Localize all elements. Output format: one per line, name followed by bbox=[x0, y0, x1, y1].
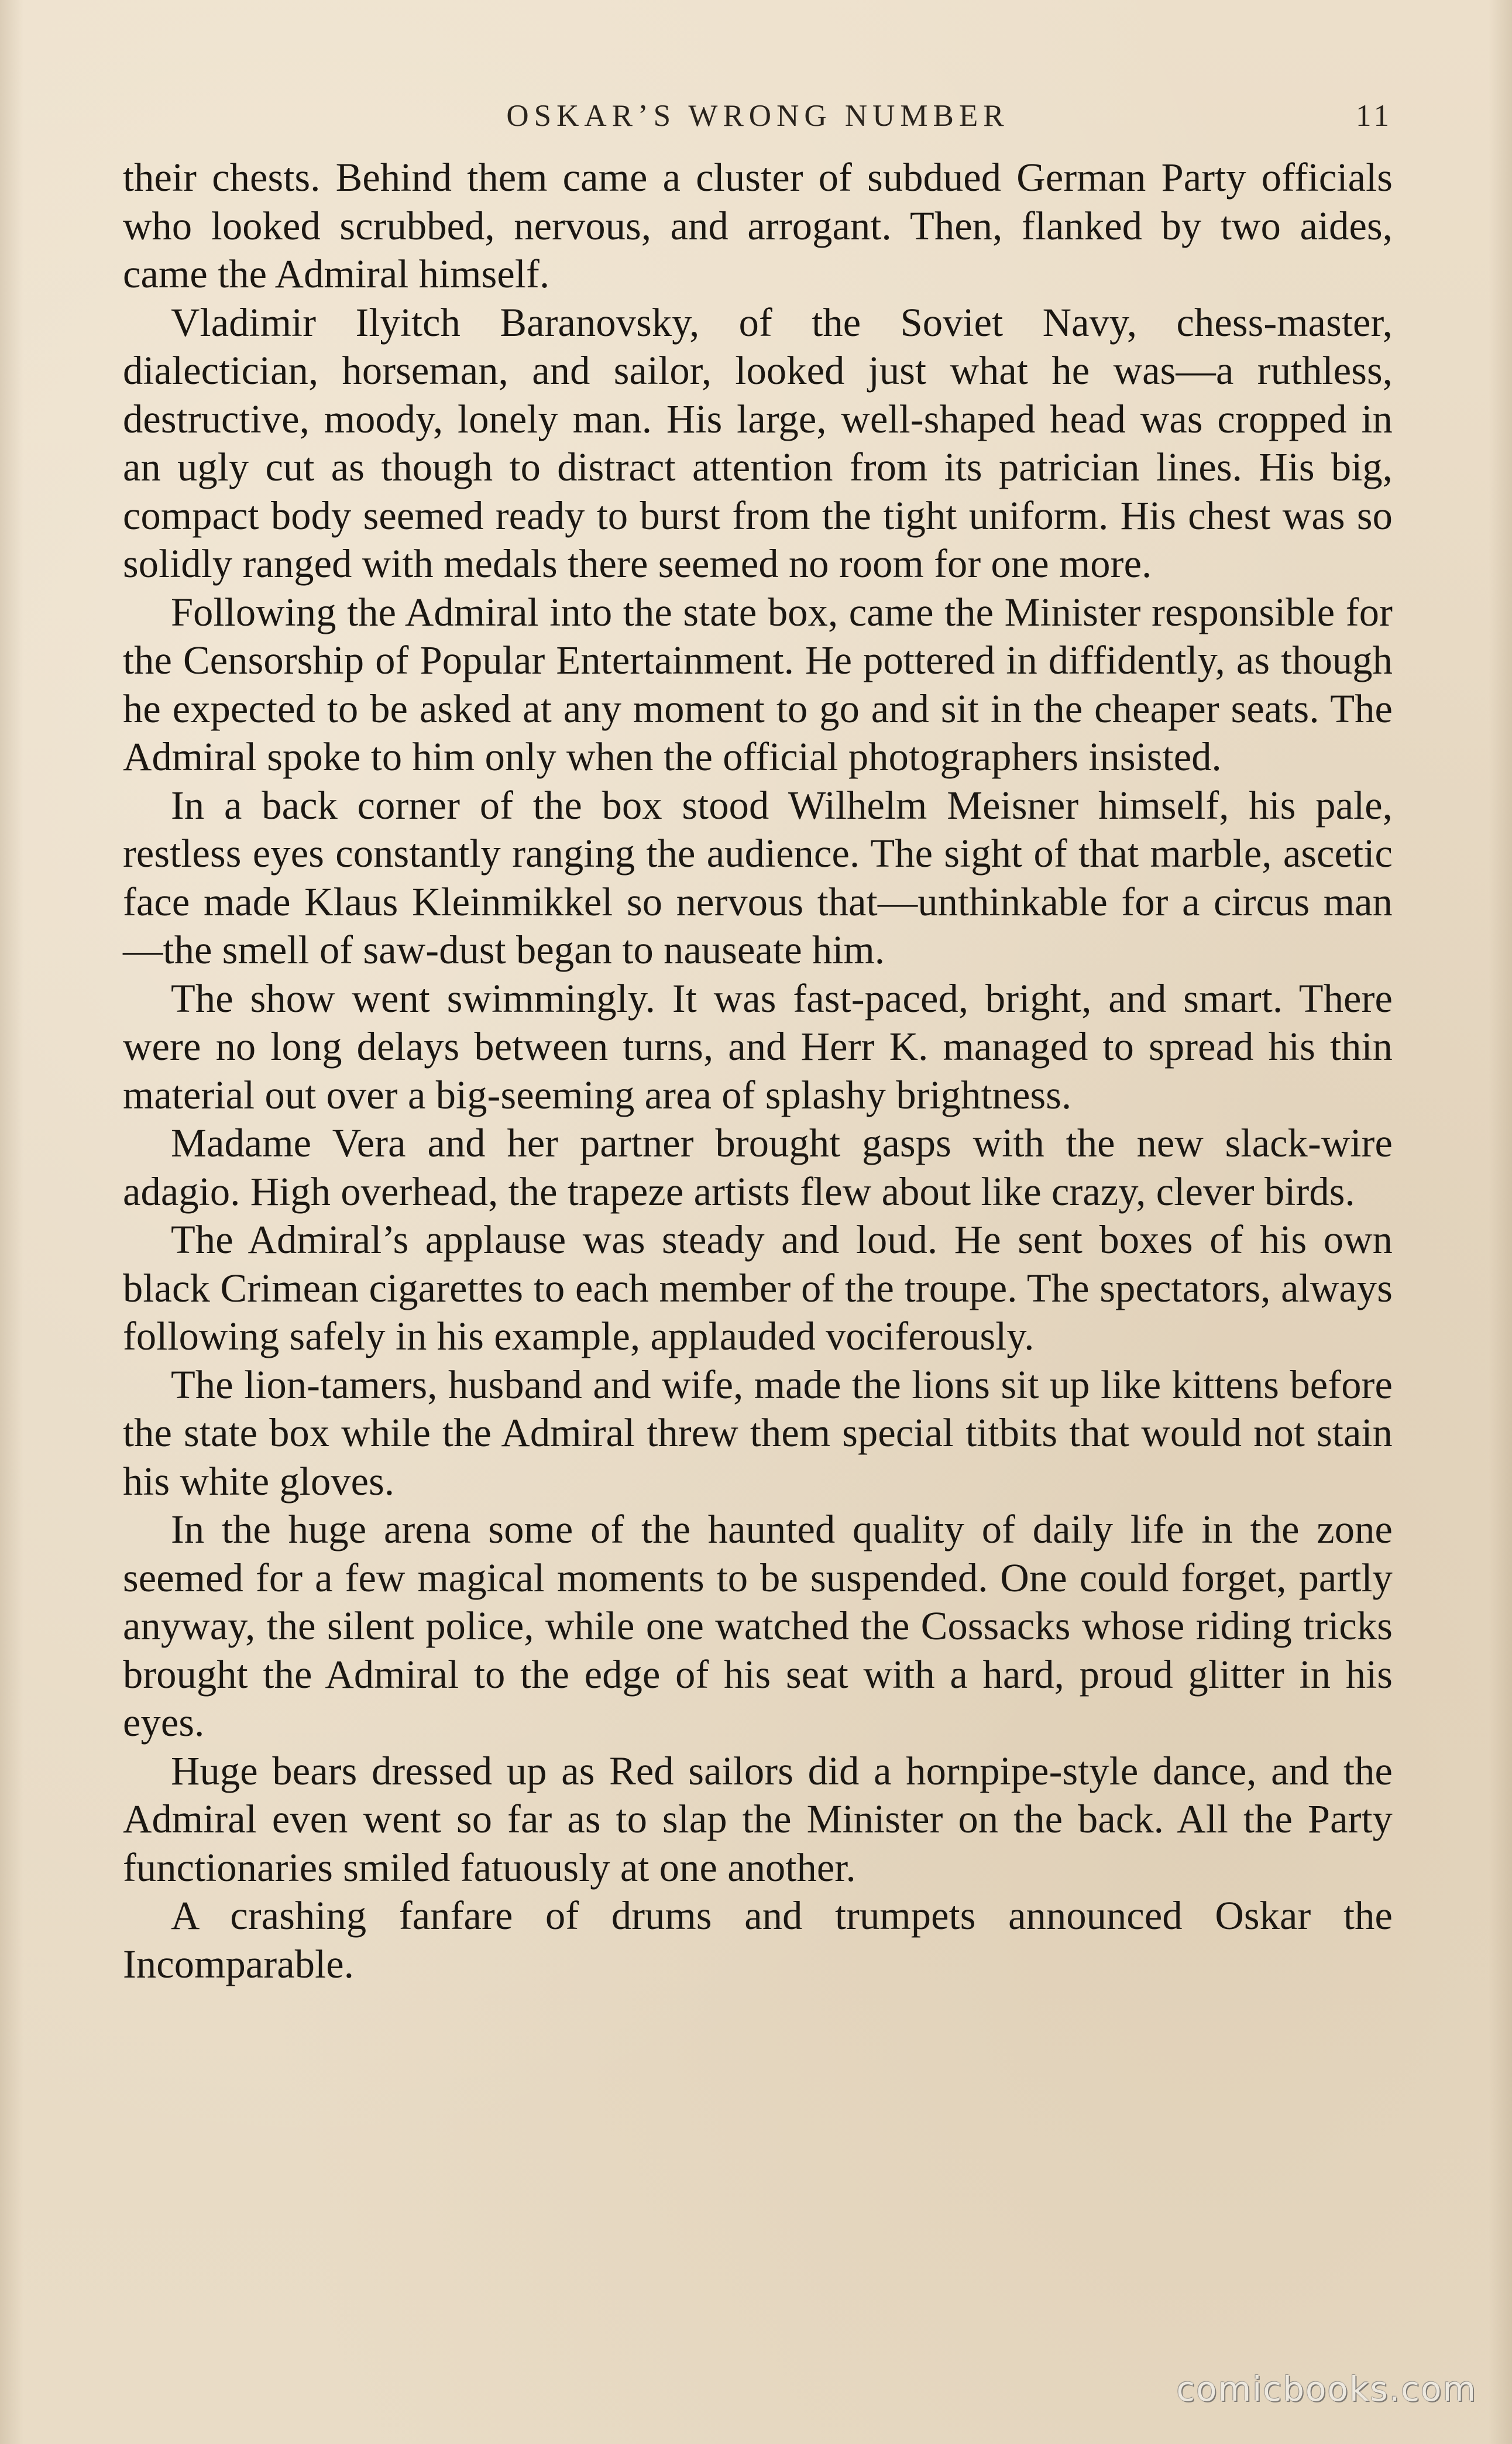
paragraph: The show went swimmingly. It was fast-paced, bright, and smart. There were no long delays between turns, and Herr K. managed to spread his thin material out over a big-seeming area of splashy brightness. bbox=[123, 976, 1393, 1117]
watermark-logo: comicbooks.com bbox=[1176, 2369, 1477, 2409]
paragraph: Vladimir Ilyitch Baranovsky, of the Soviet Navy, chess-master, dialectician, horseman, and sailor, looked just what he was—a ruthless, destructive, moody, lonely man. His large, well-shaped head was cropped in an ugly cut as though to distract attention from its patrician lines. His big, compact body seemed ready to burst from the tight uniform. His chest was so solidly ranged with medals there seemed no room for one more. bbox=[123, 300, 1393, 586]
paragraph: In a back corner of the box stood Wilhelm Meisner himself, his pale, restless eyes constantly ranging the audience. The sight of that marble, ascetic face made Klaus Kleinmikkel so nervous that—unthinkable for a circus man—the smell of saw-dust began to nauseate him. bbox=[123, 782, 1393, 972]
page-edge-shadow-left bbox=[0, 0, 23, 2444]
paragraph: Huge bears dressed up as Red sailors did a hornpipe-style dance, and the Admiral even went so far as to slap the Minister on the back. All the Party functionaries smiled fatuously at one another. bbox=[123, 1748, 1393, 1890]
page-edge-shadow-right bbox=[1489, 0, 1512, 2444]
paragraph: A crashing fanfare of drums and trumpets announced Oskar the Incomparable. bbox=[123, 1893, 1393, 1986]
body-text bbox=[123, 153, 1393, 1988]
paragraph: The lion-tamers, husband and wife, made the lions sit up like kittens before the state box while the Admiral threw them special titbits that would not stain his white gloves. bbox=[123, 1362, 1393, 1504]
running-head bbox=[123, 98, 1393, 145]
paragraph: their chests. Behind them came a cluster of subdued German Party officials who looked scrubbed, nervous, and arrogant. Then, flanked by two aides, came the Admiral himself. bbox=[123, 155, 1393, 296]
paragraph: In the huge arena some of the haunted quality of daily life in the zone seemed for a few magical moments to be suspended. One could forget, partly anyway, the silent police, while one watched the Cossacks whose riding tricks brought the Admiral to the edge of his seat with a hard, proud glitter in his eyes. bbox=[123, 1507, 1393, 1745]
paragraph: The Admiral’s applause was steady and loud. He sent boxes of his own black Crimean cigarettes to each member of the troupe. The spectators, always following safely in his example, applauded vociferously. bbox=[123, 1217, 1393, 1358]
paragraph: Following the Admiral into the state box, came the Minister responsible for the Censorship of Popular Entertainment. He pottered in diffidently, as though he expected to be asked at any moment to go and sit in the cheaper seats. The Admiral spoke to him only when the official photographers insisted. bbox=[123, 589, 1393, 779]
paragraph: Madame Vera and her partner brought gasps with the new slack-wire adagio. High overhead, the trapeze artists flew about like crazy, clever birds. bbox=[123, 1121, 1393, 1214]
page-number: 11 bbox=[1355, 99, 1393, 133]
running-title: OSKAR’S WRONG NUMBER bbox=[506, 99, 1009, 133]
